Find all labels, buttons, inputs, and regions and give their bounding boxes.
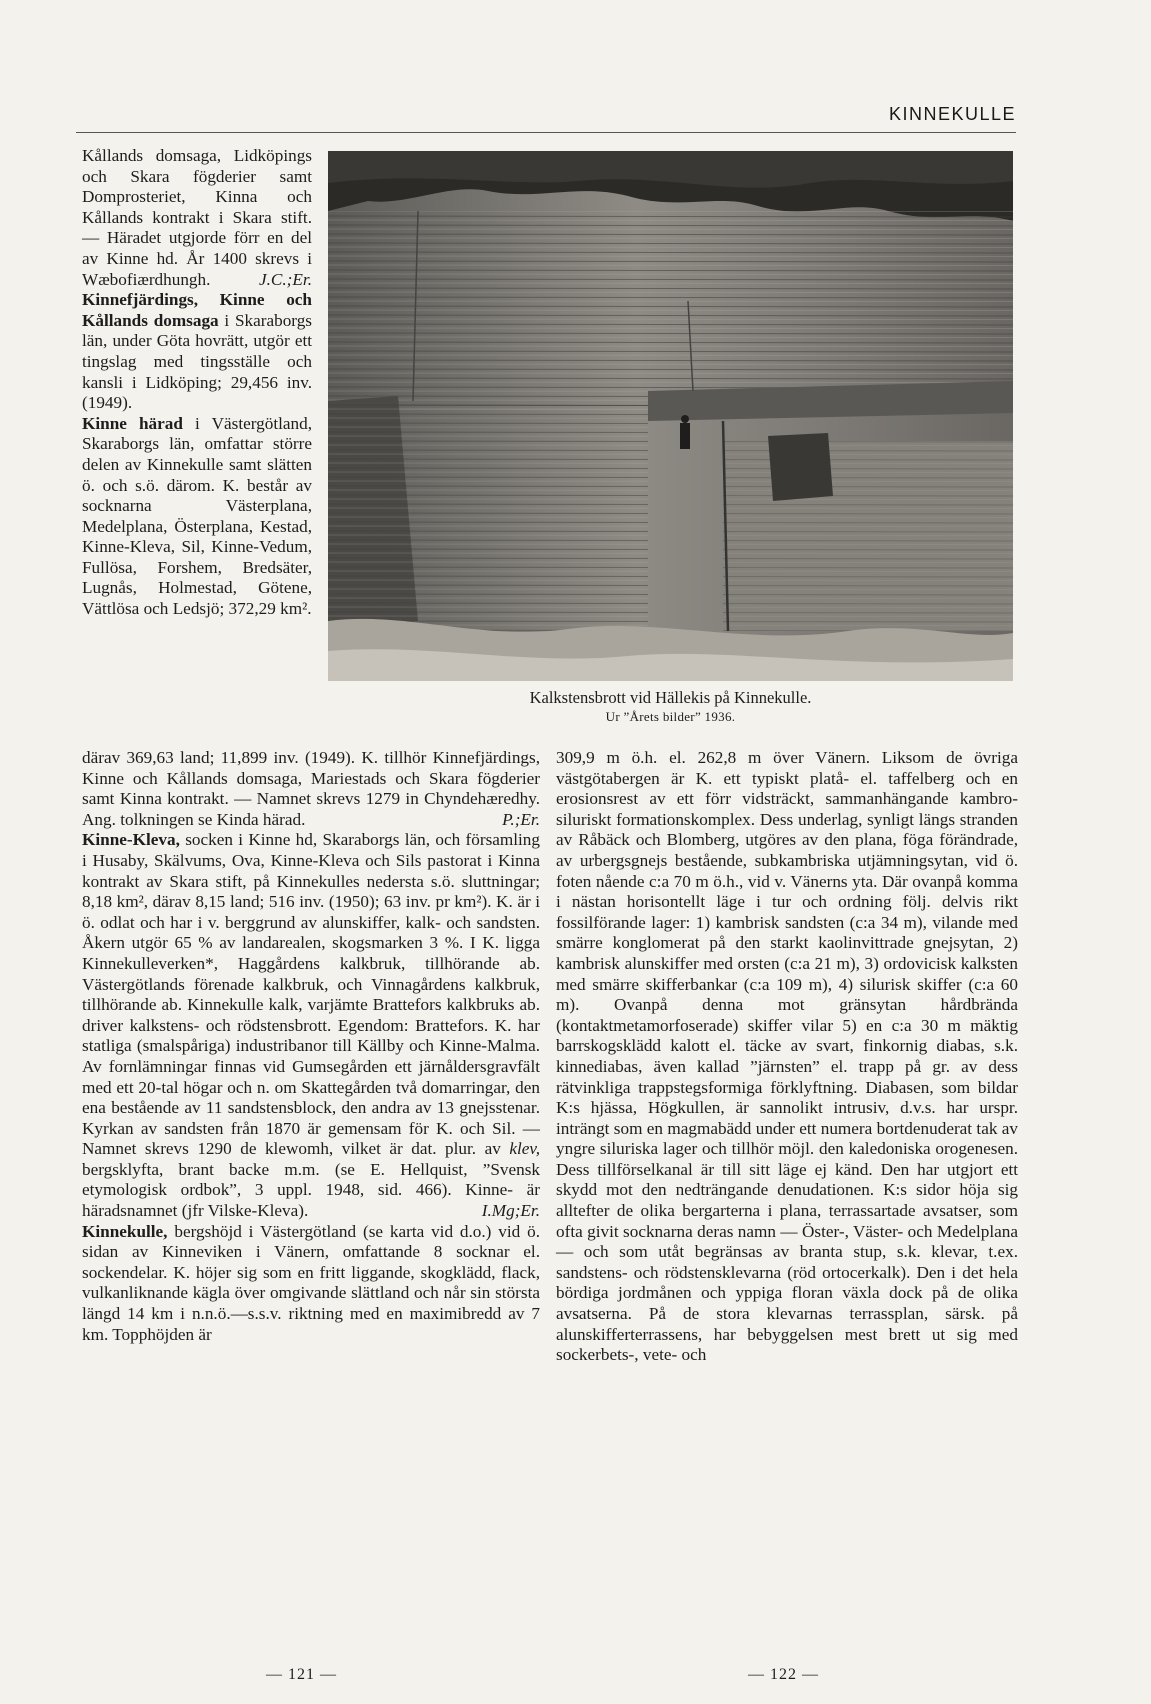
header-rule (76, 132, 1016, 133)
entry-text: i Skaraborgs län, under Göta hovrätt, utgör ett tingslag med tingsställe och kansli i Lidköping; 29,456 inv. (1949). (82, 310, 312, 413)
right-column (556, 748, 1018, 1366)
author-signature: I.Mg;Er. (481, 1201, 540, 1221)
page-number-left: — 121 — (266, 1666, 337, 1683)
photo-caption (328, 688, 1013, 726)
entry-text: bergshöjd i Västergötland (se karta vid d.o.) vid ö. sidan av Kinneviken i Vänern, omfattande 8 socknar el. sockendelar. K. höjer sig som en fritt liggande, skogklädd, flack, vulkanliknande kägla över omgivande slättland och når sin största längd 14 km i n.n.ö.—s.s.v. riktning med en maximibredd av 7 km. Topphöjden är (82, 1221, 540, 1344)
left-wide-column (82, 748, 540, 1345)
author-signature: J.C.;Er. (259, 269, 312, 289)
caption-title: Kalkstensbrott vid Hällekis på Kinnekulle. (529, 688, 812, 707)
caption-credit: Ur ”Årets bilder” 1936. (605, 709, 736, 724)
entry-kinnekulle (82, 1222, 540, 1346)
entry-text: därav 369,63 land; 11,899 inv. (1949). K. tillhör Kinnefjärdings, Kinne och Kållands domsaga, Mariestads och Skara fögderier samt Kinna kontrakt. — Namnet skrevs 1279 in Chyndehæredhy. Ang. tolkningen se Kinda härad. (82, 748, 540, 829)
quarry-photo (328, 151, 1013, 681)
left-narrow-column (82, 146, 312, 620)
entry-kinne-kleva (82, 830, 540, 1221)
entry-text: socken i Kinne hd, Skaraborgs län, och församling i Husaby, Skälvums, Ova, Kinne-Kleva och Sils pastorat i Kinna kontrakt av Skara stift, på Kinnekulles nedersta s.ö. sluttningar; 8,18 km², därav 8,15 land; 516 inv. (1950); 63 inv. pr km²). K. är i ö. odlat och har i v. berggrund av alunskiffer, kalk- och sandsten. Åkern utgör 65 % av landarealen, skogsmarken 3 %. I K. ligga Kinnekulleverken*, Haggårdens kalkbruk, tillhörande ab. Västergötlands förenade kalkbruk, och Vinnagårdens kalkbruk, tillhörande ab. Kinnekulle kalk, varjämte Brattefors kalkbruks ab. driver kalkstens- och rödstensbrott. Egendom: Brattefors. K. har statliga (smalspåriga) industribanor till Källby och Kinne-Malma. Av fornlämningar finnas vid Gumsegården ett järnåldersgravfält med ett 20-tal högar och n. om Skattegården två domarringar, den ena bestående av 11 sandstensblock, den andra av 13 gnejsstenar. Kyrkan av sandsten från 1870 är gemensam för K. och Sil. — Namnet skrevs 1290 de klewomh, vilket är dat. plur. av (82, 830, 540, 1159)
running-title: KINNEKULLE (888, 104, 1016, 124)
page-number-right: — 122 — (748, 1666, 819, 1683)
entry-kinne-harad (82, 414, 312, 620)
entry-headword: Kinnekulle, (82, 1221, 168, 1241)
entry-headword: Kinne härad (82, 413, 183, 433)
quarry-photo-image (328, 151, 1013, 681)
entry-continuation (82, 748, 540, 830)
entry-headword: Kinne-Kleva, (82, 830, 180, 850)
entry-text: bergsklyfta, brant backe m.m. (se E. Hellquist, ”Svensk etymologisk ordbok”, 3 uppl. 1948, sid. 466). Kinne- är häradsnamnet (jfr Vilske-Kleva). (82, 1159, 540, 1221)
entry-continuation (82, 146, 312, 290)
entry-kinnefjardings (82, 290, 312, 414)
entry-kinnekulle-continuation: 309,9 m ö.h. el. 262,8 m över Vänern. Liksom de övriga västgötabergen är K. ett typiskt platå- el. taffelberg och en erosionsrest av ett förr vidsträckt, sammanhängande kambro-siluriskt formationskomplex. Dess underlag, synligt längs stranden av Råbäck och Blomberg, utgöres av den plana, föga förändrade, av urbergsgnejs bestående, subkambriska utjämningsytan, vid ö. foten nående c:a 70 m ö.h., vid v. Vänerns yta. Där ovanpå komma i nästan horisontellt läge i tur och ordning följ. delvis rikt fossilförande lager: 1) kambrisk sandsten (c:a 34 m), vilande med smärre konglomerat på den starkt kaolinvittrade gnejsytan, 2) kambrisk alunskiffer med orsten (c:a 21 m), 3) ordovicisk kalksten med smärre skifferbankar (c:a 109 m), 4) silurisk skiffer (c:a 60 m). Ovanpå denna mot gränsytan hårdbrända (kontaktmetamorfoserade) skiffer vilar 5) en c:a 30 m mäktig barrskogsklädd kalott el. täcke av svart, finkornig diabas, s.k. kinnediabas, även kallad ”järnsten” el. trapp på gr. av dess rätvinkliga trappstegsformiga förklyftning. Diabasen, som bildar K:s hjässa, Högkullen, är sannolikt intrusiv, d.v.s. har urspr. inträngt som en magmabädd under ett numera bortdenuderat tak av yngre siluriska lager och tillhör möjl. den kaledoniska orogenesen. Dess tillförselkanal är till sitt läge ej känd. Den har utgjort ett skydd mot den nedträngande denudationen. K:s sidor höja sig alltefter de olika bergarterna i plana, terrassartade avsatser, som ofta givit socknarna deras namn — Öster-, Väster- och Medelplana — och som utåt begränsas av branta stup, s.k. klevar, t.ex. sandstens- och rödstensklevarna (röd ortocerkalk). Den i det hela bördiga jordmånen och yppiga floran växla dock på de olika avsatserna. På de stora klevarnas terrassplan, särsk. på alunskifferterrassens, har bebyggelsen mest brett ut sig med sockerbets-, vete- och (556, 748, 1018, 1365)
italic-term: klev, (509, 1139, 540, 1159)
entry-text: Kållands domsaga, Lidköpings och Skara fögderier samt Domprosteriet, Kinna och Kållands kontrakt i Skara stift. — Häradet utgjorde förr en del av Kinne hd. År 1400 skrevs i Wæbofiærdhungh. (82, 146, 312, 289)
author-signature: P.;Er. (502, 809, 540, 829)
entry-headword: Kinnefjärdings, Kinne och Kållands domsaga (82, 290, 312, 330)
entry-text: i Västergötland, Skaraborgs län, omfattar större delen av Kinnekulle samt slätten ö. och s.ö. därom. K. består av socknarna Västerplana, Medelplana, Österplana, Kestad, Kinne-Kleva, Sil, Kinne-Vedum, Fullösa, Forshem, Bredsäter, Lugnås, Holmestad, Götene, Vättlösa och Ledsjö; 372,29 km². (82, 413, 312, 619)
